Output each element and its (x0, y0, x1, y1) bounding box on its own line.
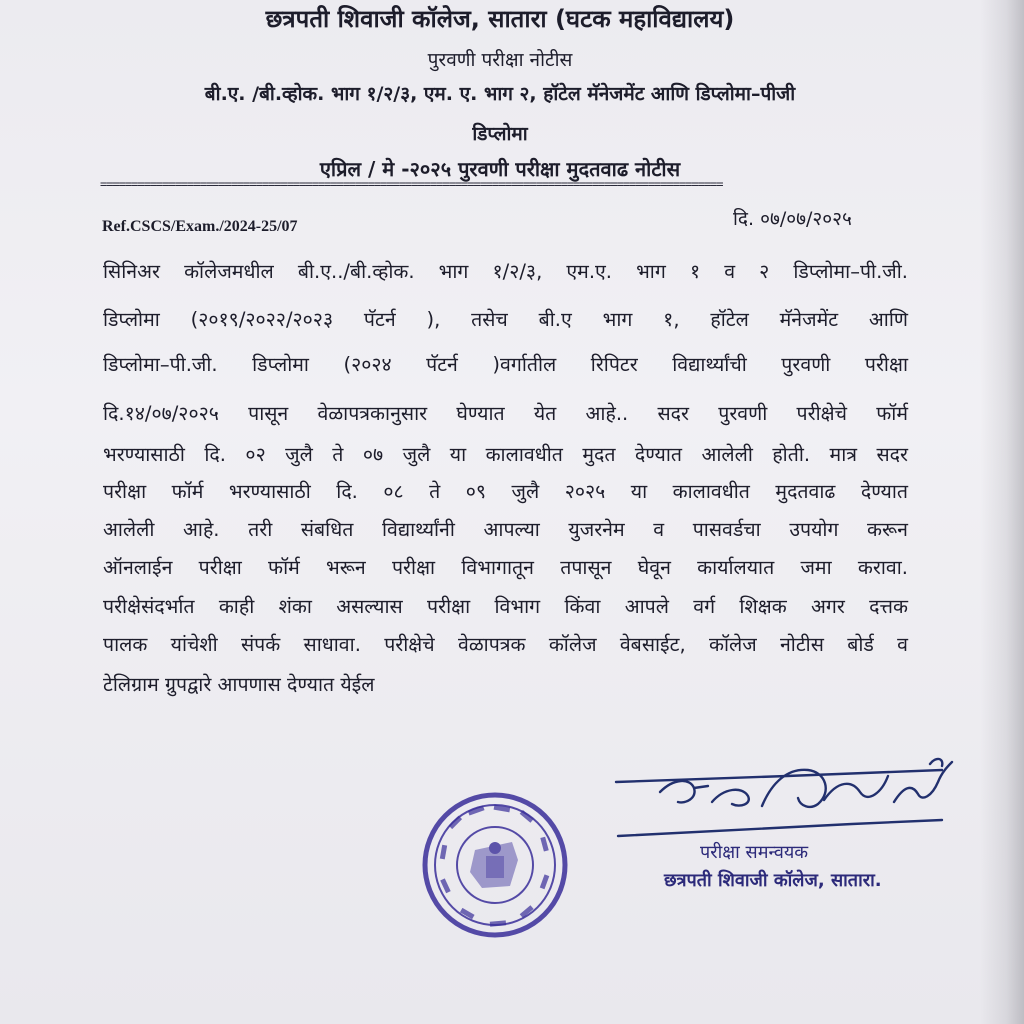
programs-line-2: डिप्लोमा (472, 123, 528, 145)
body-line: भरण्यासाठी दि. ०२ जुलै ते ०७ जुलै या कालावधीत मुदत देण्यात आलेली होती. मात्र सदर (103, 443, 908, 466)
notice-subject: एप्रिल / मे -२०२५ पुरवणी परीक्षा मुदतवाढ नोटीस (319, 157, 681, 181)
notice-title: पुरवणी परीक्षा नोटीस (427, 49, 573, 71)
notice-date: दि. ०७/०७/२०२५ (733, 208, 852, 230)
signatory-role: परीक्षा समन्वयक (700, 842, 809, 863)
programs-line-1: बी.ए. /बी.व्होक. भाग १/२/३, एम. ए. भाग २, हॉटेल मॅनेजमेंट आणि डिप्लोमा–पीजी (204, 83, 796, 105)
reference-number: Ref.CSCS/Exam./2024-25/07 (102, 218, 298, 235)
body-line: डिप्लोमा–पी.जी. डिप्लोमा (२०२४ पॅटर्न )वर्गातील रिपिटर विद्यार्थ्यांची पुरवणी परीक्षा (103, 353, 908, 376)
college-heading: छत्रपती शिवाजी कॉलेज, सातारा (घटक महाविद्यालय) (265, 5, 735, 33)
college-stamp-seal (420, 790, 570, 940)
body-line: ऑनलाईन परीक्षा फॉर्म भरून परीक्षा विभागातून तपासून घेवून कार्यालयात जमा करावा. (103, 556, 908, 579)
body-line: सिनिअर कॉलेजमधील बी.ए../बी.व्होक. भाग १/२/३, एम.ए. भाग १ व २ डिप्लोमा–पी.जी. (103, 260, 908, 283)
body-line: आलेली आहे. तरी संबधित विद्यार्थ्यांनी आपल्या युजरनेम व पासवर्डचा उपयोग करून (103, 518, 908, 541)
signatory-college: छत्रपती शिवाजी कॉलेज, सातारा. (664, 870, 882, 891)
paper-fold-shadow (980, 0, 1024, 1024)
handwritten-signature (612, 752, 957, 842)
body-line: डिप्लोमा (२०१९/२०२२/२०२३ पॅटर्न ), तसेच बी.ए भाग १, हॉटेल मॅनेजमेंट आणि (103, 308, 908, 331)
separator-rule: ==================================================================================================== (100, 177, 723, 191)
body-line: पालक यांचेशी संपर्क साधावा. परीक्षेचे वेळापत्रक कॉलेज वेबसाईट, कॉलेज नोटीस बोर्ड व (103, 633, 908, 656)
body-line: परीक्षेसंदर्भात काही शंका असल्यास परीक्षा विभाग किंवा आपले वर्ग शिक्षक अगर दत्तक (103, 595, 908, 618)
body-line: दि.१४/०७/२०२५ पासून वेळापत्रकानुसार घेण्यात येत आहे.. सदर पुरवणी परीक्षेचे फॉर्म (103, 402, 908, 425)
body-line: टेलिग्राम ग्रुपद्वारे आपणास देण्यात येईल (103, 673, 375, 696)
body-line: परीक्षा फॉर्म भरण्यासाठी दि. ०८ ते ०९ जुलै २०२५ या कालावधीत मुदतवाढ देण्यात (103, 480, 908, 503)
